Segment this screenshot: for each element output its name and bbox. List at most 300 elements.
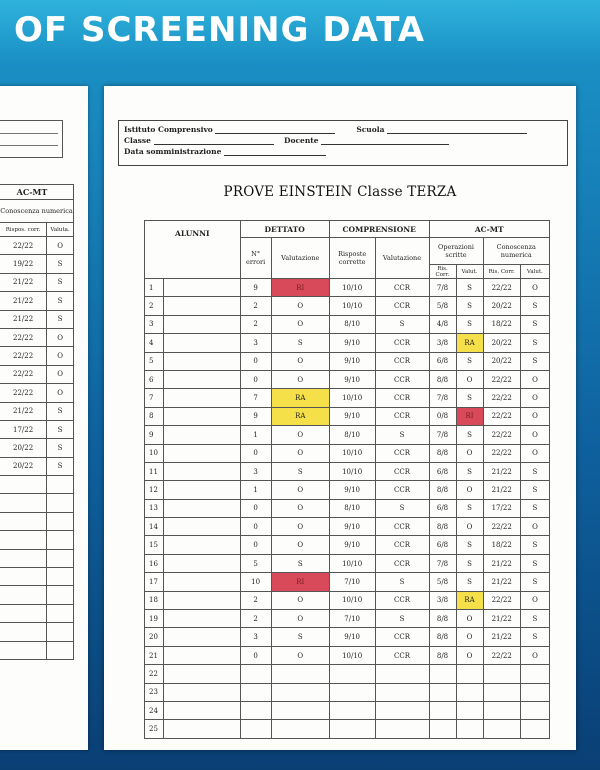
cell-operazioni-val: O bbox=[456, 370, 483, 388]
left-cell-val bbox=[47, 586, 74, 604]
left-cell-score bbox=[0, 586, 47, 604]
left-table-row bbox=[0, 476, 74, 494]
cell-n-errori: 0 bbox=[240, 444, 271, 462]
cell-operazioni bbox=[429, 720, 456, 738]
valutazione-header: Valutazione bbox=[271, 238, 329, 279]
left-table-row bbox=[0, 310, 74, 328]
cell-number: 20 bbox=[145, 628, 164, 646]
scuola-label: Scuola bbox=[356, 125, 385, 134]
table-row bbox=[145, 628, 550, 646]
cell-conoscenza: 21/22 bbox=[483, 481, 520, 499]
cell-comprensione-val: S bbox=[375, 315, 429, 333]
cell-operazioni: 5/8 bbox=[429, 573, 456, 591]
cell-number: 10 bbox=[145, 444, 164, 462]
left-conoscenza-header: Conoscenza numerica bbox=[0, 200, 74, 223]
cell-operazioni-val bbox=[456, 701, 483, 719]
cell-risposte-corrette: 8/10 bbox=[329, 426, 375, 444]
cell-dettato-val: O bbox=[271, 610, 329, 628]
cell-operazioni: 3/8 bbox=[429, 591, 456, 609]
left-table-row bbox=[0, 402, 74, 420]
left-cell-score: 21/22 bbox=[0, 310, 47, 328]
left-valuta-header: Valuta. bbox=[47, 223, 74, 237]
cell-risposte-corrette bbox=[329, 683, 375, 701]
document-title: PROVE EINSTEIN Classe TERZA bbox=[223, 184, 457, 200]
cell-alunno-name bbox=[163, 444, 240, 462]
cell-number: 4 bbox=[145, 334, 164, 352]
cell-operazioni: 7/8 bbox=[429, 554, 456, 572]
cell-conoscenza-val bbox=[520, 665, 549, 683]
cell-number: 6 bbox=[145, 370, 164, 388]
left-cell-val bbox=[47, 531, 74, 549]
cell-conoscenza-val: S bbox=[520, 315, 549, 333]
cell-operazioni: 8/8 bbox=[429, 481, 456, 499]
table-row bbox=[145, 573, 550, 591]
cell-operazioni: 7/8 bbox=[429, 426, 456, 444]
cell-alunno-name bbox=[163, 683, 240, 701]
left-cell-val: O bbox=[47, 365, 74, 383]
cell-comprensione-val: S bbox=[375, 426, 429, 444]
cell-alunno-name bbox=[163, 370, 240, 388]
left-table-row bbox=[0, 347, 74, 365]
cell-number: 19 bbox=[145, 610, 164, 628]
table-row bbox=[145, 683, 550, 701]
table-row bbox=[145, 426, 550, 444]
table-row bbox=[145, 518, 550, 536]
table-row bbox=[145, 701, 550, 719]
left-cell-val bbox=[47, 641, 74, 659]
cell-operazioni: 8/8 bbox=[429, 610, 456, 628]
cell-comprensione-val: CCR bbox=[375, 297, 429, 315]
left-cell-score bbox=[0, 494, 47, 512]
cell-operazioni: 6/8 bbox=[429, 462, 456, 480]
left-table-row bbox=[0, 237, 74, 255]
cell-conoscenza: 22/22 bbox=[483, 426, 520, 444]
cell-alunno-name bbox=[163, 426, 240, 444]
cell-risposte-corrette: 7/10 bbox=[329, 573, 375, 591]
cell-operazioni-val: O bbox=[456, 610, 483, 628]
cell-operazioni: 5/8 bbox=[429, 297, 456, 315]
cell-n-errori: 0 bbox=[240, 646, 271, 664]
cell-n-errori bbox=[240, 683, 271, 701]
left-cell-score: 22/22 bbox=[0, 237, 47, 255]
cell-number: 24 bbox=[145, 701, 164, 719]
cell-operazioni-val: O bbox=[456, 444, 483, 462]
conoscenza-header: Conoscenza numerica bbox=[483, 238, 550, 265]
cell-conoscenza-val: O bbox=[520, 646, 549, 664]
cell-comprensione-val: CCR bbox=[375, 444, 429, 462]
left-table-row bbox=[0, 568, 74, 586]
cell-conoscenza: 22/22 bbox=[483, 389, 520, 407]
cell-risposte-corrette: 10/10 bbox=[329, 389, 375, 407]
cell-risposte-corrette: 9/10 bbox=[329, 370, 375, 388]
left-table-row bbox=[0, 641, 74, 659]
cell-n-errori: 10 bbox=[240, 573, 271, 591]
cell-dettato-val bbox=[271, 720, 329, 738]
cell-risposte-corrette: 9/10 bbox=[329, 352, 375, 370]
cell-operazioni: 3/8 bbox=[429, 334, 456, 352]
cell-comprensione-val: S bbox=[375, 610, 429, 628]
table-row bbox=[145, 370, 550, 388]
left-cell-score bbox=[0, 568, 47, 586]
cell-risposte-corrette: 9/10 bbox=[329, 481, 375, 499]
cell-conoscenza: 22/22 bbox=[483, 646, 520, 664]
cell-conoscenza-val: S bbox=[520, 610, 549, 628]
left-cell-val: S bbox=[47, 273, 74, 291]
cell-operazioni: 8/8 bbox=[429, 444, 456, 462]
main-document-page bbox=[104, 86, 576, 750]
cell-operazioni: 8/8 bbox=[429, 370, 456, 388]
cell-number: 15 bbox=[145, 536, 164, 554]
n-errori-header: N° errori bbox=[240, 238, 271, 279]
valut2-header: Valut. bbox=[520, 265, 549, 279]
cell-operazioni-val bbox=[456, 683, 483, 701]
cell-conoscenza bbox=[483, 683, 520, 701]
left-cell-val: O bbox=[47, 328, 74, 346]
left-cell-val: S bbox=[47, 439, 74, 457]
left-cell-score: 21/22 bbox=[0, 292, 47, 310]
cell-conoscenza-val: O bbox=[520, 591, 549, 609]
cell-n-errori: 9 bbox=[240, 407, 271, 425]
cell-conoscenza: 22/22 bbox=[483, 518, 520, 536]
cell-operazioni-val: S bbox=[456, 352, 483, 370]
cell-dettato-val: O bbox=[271, 352, 329, 370]
cell-number: 2 bbox=[145, 297, 164, 315]
cell-operazioni: 8/8 bbox=[429, 518, 456, 536]
cell-comprensione-val: CCR bbox=[375, 554, 429, 572]
cell-comprensione-val: CCR bbox=[375, 481, 429, 499]
cell-alunno-name bbox=[163, 720, 240, 738]
left-cell-score: 22/22 bbox=[0, 384, 47, 402]
cell-alunno-name bbox=[163, 646, 240, 664]
cell-operazioni bbox=[429, 701, 456, 719]
cell-alunno-name bbox=[163, 665, 240, 683]
results-table bbox=[144, 220, 550, 739]
cell-number: 1 bbox=[145, 279, 164, 297]
slide-title: OF SCREENING DATA bbox=[14, 10, 426, 50]
left-table-row bbox=[0, 586, 74, 604]
cell-dettato-val: O bbox=[271, 297, 329, 315]
cell-alunno-name bbox=[163, 499, 240, 517]
cell-conoscenza-val: S bbox=[520, 499, 549, 517]
cell-operazioni: 4/8 bbox=[429, 315, 456, 333]
cell-operazioni-val: S bbox=[456, 462, 483, 480]
cell-conoscenza-val bbox=[520, 720, 549, 738]
cell-conoscenza-val: S bbox=[520, 536, 549, 554]
cell-operazioni: 7/8 bbox=[429, 279, 456, 297]
cell-alunno-name bbox=[163, 536, 240, 554]
cell-conoscenza: 21/22 bbox=[483, 554, 520, 572]
left-cell-score: 17/22 bbox=[0, 420, 47, 438]
left-cell-val: S bbox=[47, 402, 74, 420]
cell-number: 13 bbox=[145, 499, 164, 517]
cell-risposte-corrette: 9/10 bbox=[329, 536, 375, 554]
cell-operazioni-val bbox=[456, 720, 483, 738]
left-cell-val: S bbox=[47, 457, 74, 475]
cell-dettato-val bbox=[271, 701, 329, 719]
cell-alunno-name bbox=[163, 573, 240, 591]
cell-conoscenza-val: S bbox=[520, 297, 549, 315]
cell-operazioni-val: S bbox=[456, 573, 483, 591]
left-cell-score: 19/22 bbox=[0, 255, 47, 273]
left-cell-score bbox=[0, 623, 47, 641]
cell-n-errori: 3 bbox=[240, 334, 271, 352]
cell-operazioni-val: RA bbox=[456, 591, 483, 609]
left-cell-val bbox=[47, 604, 74, 622]
table-row bbox=[145, 591, 550, 609]
cell-operazioni-val: O bbox=[456, 646, 483, 664]
cell-alunno-name bbox=[163, 389, 240, 407]
cell-alunno-name bbox=[163, 352, 240, 370]
cell-comprensione-val bbox=[375, 665, 429, 683]
cell-operazioni-val: S bbox=[456, 554, 483, 572]
cell-comprensione-val: CCR bbox=[375, 352, 429, 370]
cell-operazioni bbox=[429, 683, 456, 701]
cell-number: 14 bbox=[145, 518, 164, 536]
cell-conoscenza-val: S bbox=[520, 628, 549, 646]
left-cell-val: S bbox=[47, 420, 74, 438]
cell-conoscenza: 20/22 bbox=[483, 334, 520, 352]
left-table-row bbox=[0, 604, 74, 622]
left-table-row bbox=[0, 549, 74, 567]
alunni-header: ALUNNI bbox=[145, 221, 241, 279]
cell-conoscenza: 22/22 bbox=[483, 279, 520, 297]
cell-conoscenza: 20/22 bbox=[483, 297, 520, 315]
cell-dettato-val: O bbox=[271, 536, 329, 554]
cell-conoscenza: 22/22 bbox=[483, 407, 520, 425]
cell-number: 18 bbox=[145, 591, 164, 609]
left-cell-val: S bbox=[47, 255, 74, 273]
cell-conoscenza-val: O bbox=[520, 279, 549, 297]
cell-n-errori: 1 bbox=[240, 426, 271, 444]
valut-header: Valut. bbox=[456, 265, 483, 279]
cell-operazioni: 0/8 bbox=[429, 407, 456, 425]
cell-dettato-val: S bbox=[271, 628, 329, 646]
left-header-box bbox=[0, 120, 63, 158]
table-row bbox=[145, 334, 550, 352]
cell-conoscenza: 21/22 bbox=[483, 628, 520, 646]
cell-conoscenza: 21/22 bbox=[483, 610, 520, 628]
cell-n-errori: 9 bbox=[240, 279, 271, 297]
cell-number: 16 bbox=[145, 554, 164, 572]
left-table-row bbox=[0, 439, 74, 457]
cell-comprensione-val: CCR bbox=[375, 536, 429, 554]
left-cell-val bbox=[47, 568, 74, 586]
cell-risposte-corrette: 9/10 bbox=[329, 334, 375, 352]
cell-risposte-corrette: 8/10 bbox=[329, 315, 375, 333]
left-table-row bbox=[0, 623, 74, 641]
cell-n-errori: 2 bbox=[240, 315, 271, 333]
cell-dettato-val: RA bbox=[271, 407, 329, 425]
cell-operazioni-val: RA bbox=[456, 334, 483, 352]
cell-alunno-name bbox=[163, 701, 240, 719]
left-cell-val bbox=[47, 549, 74, 567]
cell-risposte-corrette: 10/10 bbox=[329, 591, 375, 609]
cell-dettato-val: O bbox=[271, 370, 329, 388]
left-acmt-header: AC-MT bbox=[0, 185, 74, 200]
cell-conoscenza bbox=[483, 665, 520, 683]
cell-operazioni: 8/8 bbox=[429, 646, 456, 664]
classe-label: Classe bbox=[124, 136, 151, 145]
left-cell-score bbox=[0, 476, 47, 494]
cell-alunno-name bbox=[163, 279, 240, 297]
cell-comprensione-val: CCR bbox=[375, 591, 429, 609]
left-table-row bbox=[0, 365, 74, 383]
cell-comprensione-val: S bbox=[375, 499, 429, 517]
cell-number: 8 bbox=[145, 407, 164, 425]
cell-risposte-corrette bbox=[329, 701, 375, 719]
cell-alunno-name bbox=[163, 518, 240, 536]
left-cell-score bbox=[0, 549, 47, 567]
cell-risposte-corrette: 10/10 bbox=[329, 462, 375, 480]
cell-operazioni-val: RI bbox=[456, 407, 483, 425]
table-row bbox=[145, 444, 550, 462]
cell-operazioni bbox=[429, 665, 456, 683]
table-row bbox=[145, 297, 550, 315]
cell-alunno-name bbox=[163, 462, 240, 480]
cell-operazioni-val: S bbox=[456, 389, 483, 407]
cell-number: 17 bbox=[145, 573, 164, 591]
cell-dettato-val: O bbox=[271, 591, 329, 609]
cell-n-errori: 3 bbox=[240, 462, 271, 480]
left-table-row bbox=[0, 531, 74, 549]
left-table-row bbox=[0, 328, 74, 346]
cell-alunno-name bbox=[163, 554, 240, 572]
cell-conoscenza: 17/22 bbox=[483, 499, 520, 517]
left-table-row bbox=[0, 457, 74, 475]
table-row bbox=[145, 536, 550, 554]
cell-operazioni-val: O bbox=[456, 518, 483, 536]
cell-conoscenza: 20/22 bbox=[483, 352, 520, 370]
cell-conoscenza-val: O bbox=[520, 370, 549, 388]
cell-conoscenza: 21/22 bbox=[483, 573, 520, 591]
cell-operazioni: 8/8 bbox=[429, 628, 456, 646]
cell-conoscenza-val: O bbox=[520, 444, 549, 462]
school-info-box bbox=[118, 120, 568, 166]
cell-comprensione-val: CCR bbox=[375, 407, 429, 425]
cell-dettato-val: S bbox=[271, 462, 329, 480]
cell-conoscenza bbox=[483, 720, 520, 738]
cell-comprensione-val bbox=[375, 701, 429, 719]
cell-n-errori: 0 bbox=[240, 370, 271, 388]
left-cell-score: 22/22 bbox=[0, 347, 47, 365]
cell-risposte-corrette bbox=[329, 720, 375, 738]
cell-comprensione-val: CCR bbox=[375, 462, 429, 480]
left-cell-val: O bbox=[47, 347, 74, 365]
table-row bbox=[145, 279, 550, 297]
table-row bbox=[145, 407, 550, 425]
cell-number: 22 bbox=[145, 665, 164, 683]
cell-n-errori bbox=[240, 665, 271, 683]
ris-corr2-header: Ris. Corr. bbox=[483, 265, 520, 279]
table-row bbox=[145, 499, 550, 517]
table-row bbox=[145, 665, 550, 683]
cell-conoscenza-val: O bbox=[520, 389, 549, 407]
cell-number: 5 bbox=[145, 352, 164, 370]
cell-n-errori: 0 bbox=[240, 499, 271, 517]
cell-risposte-corrette: 9/10 bbox=[329, 407, 375, 425]
cell-comprensione-val: CCR bbox=[375, 518, 429, 536]
table-row bbox=[145, 481, 550, 499]
cell-alunno-name bbox=[163, 481, 240, 499]
table-row bbox=[145, 462, 550, 480]
cell-risposte-corrette: 10/10 bbox=[329, 554, 375, 572]
cell-n-errori: 0 bbox=[240, 536, 271, 554]
risposte-corrette-header: Risposte corrette bbox=[329, 238, 375, 279]
cell-n-errori: 2 bbox=[240, 297, 271, 315]
cell-dettato-val: O bbox=[271, 499, 329, 517]
cell-risposte-corrette: 10/10 bbox=[329, 444, 375, 462]
cell-dettato-val: S bbox=[271, 334, 329, 352]
left-document-page bbox=[0, 86, 88, 750]
acmt-header: AC-MT bbox=[429, 221, 550, 238]
cell-operazioni-val: S bbox=[456, 279, 483, 297]
cell-comprensione-val: CCR bbox=[375, 389, 429, 407]
table-row bbox=[145, 610, 550, 628]
cell-operazioni-val: S bbox=[456, 315, 483, 333]
cell-n-errori: 7 bbox=[240, 389, 271, 407]
cell-risposte-corrette: 9/10 bbox=[329, 628, 375, 646]
cell-conoscenza: 18/22 bbox=[483, 315, 520, 333]
cell-number: 3 bbox=[145, 315, 164, 333]
cell-number: 23 bbox=[145, 683, 164, 701]
operazioni-header: Operazioni scritte bbox=[429, 238, 483, 265]
table-row bbox=[145, 720, 550, 738]
cell-number: 21 bbox=[145, 646, 164, 664]
cell-comprensione-val: CCR bbox=[375, 334, 429, 352]
left-table-row bbox=[0, 292, 74, 310]
left-cell-val bbox=[47, 623, 74, 641]
left-table-row bbox=[0, 420, 74, 438]
cell-dettato-val: O bbox=[271, 315, 329, 333]
cell-risposte-corrette: 7/10 bbox=[329, 610, 375, 628]
left-table-row bbox=[0, 273, 74, 291]
cell-dettato-val: O bbox=[271, 426, 329, 444]
left-cell-score: 21/22 bbox=[0, 402, 47, 420]
cell-comprensione-val: CCR bbox=[375, 628, 429, 646]
left-results-table bbox=[0, 184, 74, 660]
cell-n-errori: 3 bbox=[240, 628, 271, 646]
cell-n-errori: 1 bbox=[240, 481, 271, 499]
cell-dettato-val bbox=[271, 683, 329, 701]
cell-operazioni: 7/8 bbox=[429, 389, 456, 407]
left-table-row bbox=[0, 494, 74, 512]
cell-conoscenza-val: O bbox=[520, 407, 549, 425]
valutazione2-header: Valutazione bbox=[375, 238, 429, 279]
left-cell-val bbox=[47, 476, 74, 494]
cell-conoscenza: 21/22 bbox=[483, 462, 520, 480]
left-cell-score: 20/22 bbox=[0, 457, 47, 475]
cell-dettato-val: O bbox=[271, 518, 329, 536]
cell-number: 12 bbox=[145, 481, 164, 499]
cell-alunno-name bbox=[163, 407, 240, 425]
ris-corr-header: Ris. Corr. bbox=[429, 265, 456, 279]
table-row bbox=[145, 554, 550, 572]
cell-dettato-val: RI bbox=[271, 573, 329, 591]
cell-risposte-corrette: 10/10 bbox=[329, 646, 375, 664]
cell-risposte-corrette: 9/10 bbox=[329, 518, 375, 536]
cell-conoscenza-val: S bbox=[520, 573, 549, 591]
cell-operazioni: 6/8 bbox=[429, 352, 456, 370]
cell-operazioni-val: S bbox=[456, 297, 483, 315]
cell-operazioni-val: O bbox=[456, 628, 483, 646]
left-cell-score bbox=[0, 641, 47, 659]
cell-n-errori: 2 bbox=[240, 610, 271, 628]
table-row bbox=[145, 352, 550, 370]
cell-n-errori: 0 bbox=[240, 352, 271, 370]
cell-dettato-val: O bbox=[271, 444, 329, 462]
table-row bbox=[145, 389, 550, 407]
left-table-row bbox=[0, 384, 74, 402]
